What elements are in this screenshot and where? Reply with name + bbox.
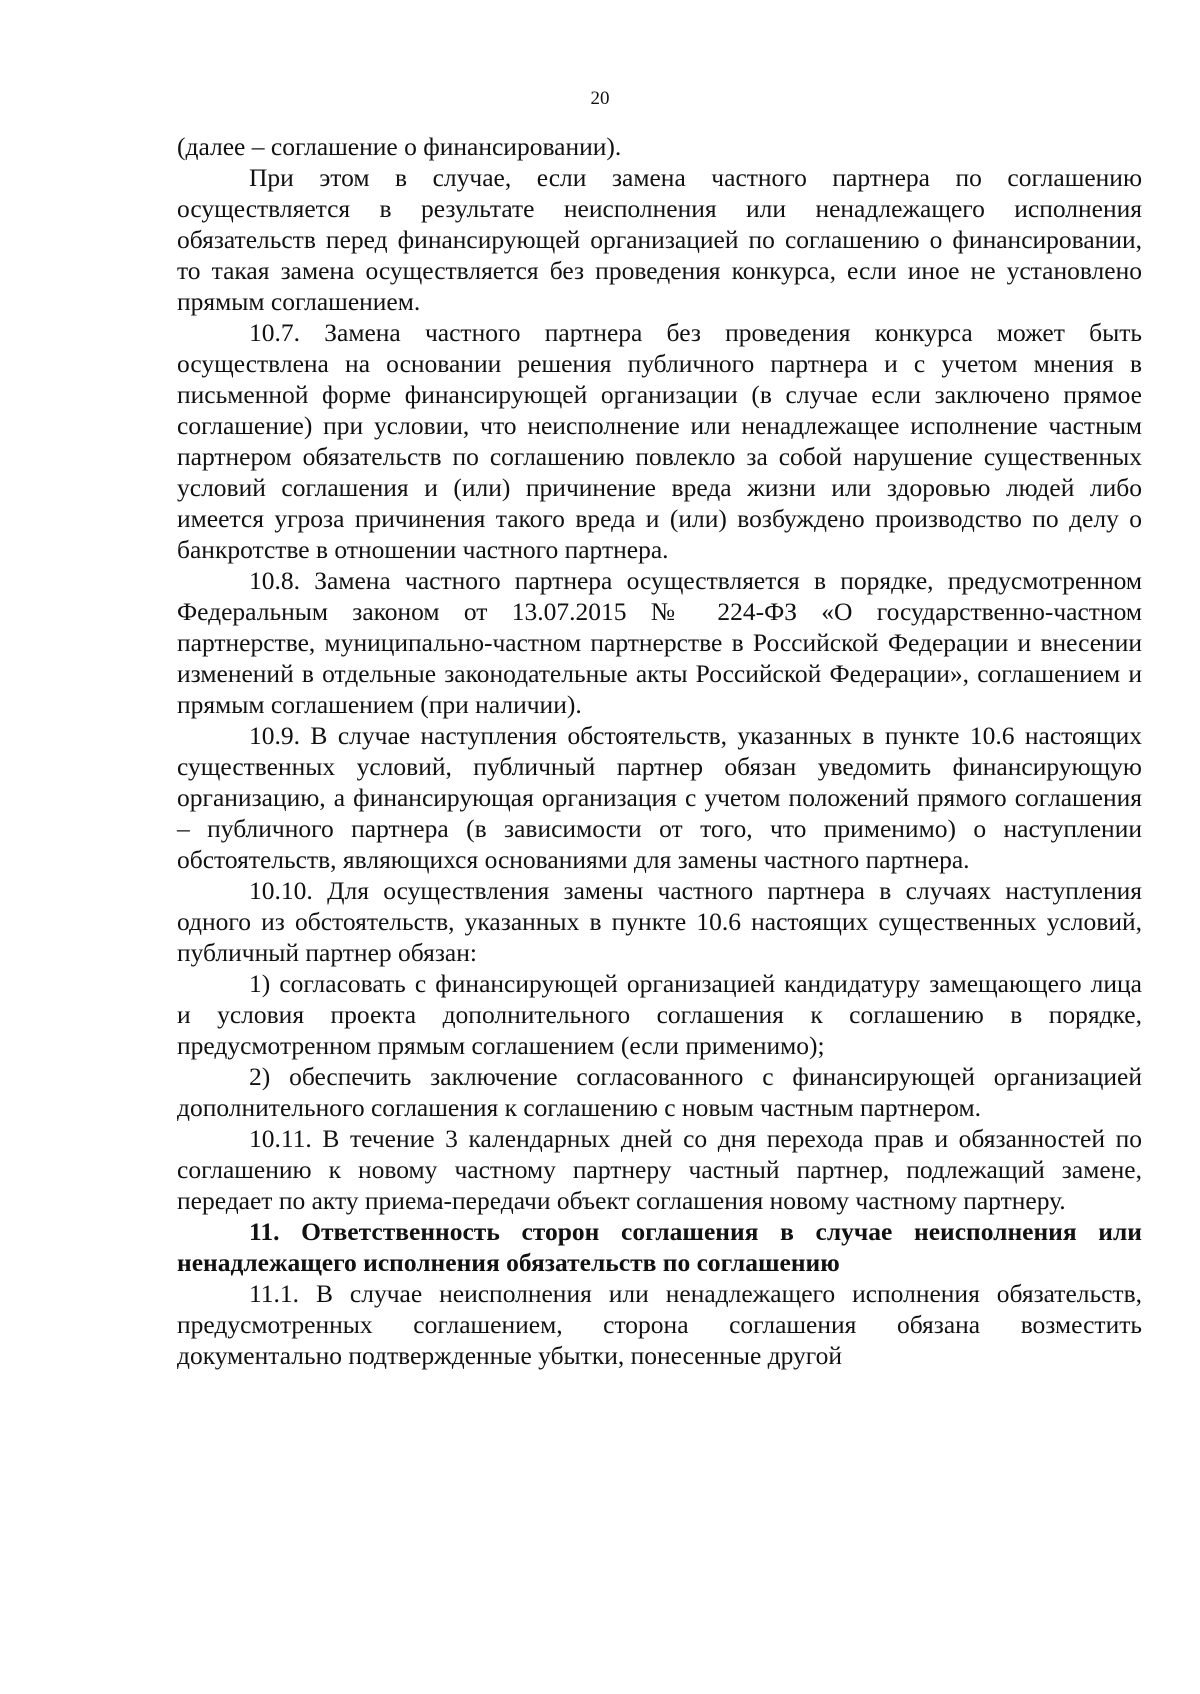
- paragraph-10-8: 10.8. Замена частного партнера осуществляется в порядке, предусмотренном Федеральным законом от 13.07.2015 № 224-ФЗ «О государственно-частном партнерстве, муниципально-частном партнерстве в Российской Федерации и внесении изменений в отдельные законодательные акты Российской Федерации», соглашением и прямым соглашением (при наличии).: [177, 566, 1142, 719]
- paragraph-replacement-without-tender: При этом в случае, если замена частного партнера по соглашению осуществляется в результате неисполнения или ненадлежащего исполнения обязательств перед финансирующей организацией по соглашению о финансировании, то такая замена осуществляется без проведения конкурса, если иное не установлено прямым соглашением.: [177, 163, 1142, 316]
- paragraph-11-1: 11.1. В случае неисполнения или ненадлежащего исполнения обязательств, предусмотренных соглашением, сторона соглашения обязана возместить документально подтвержденные убытки, понесенные другой: [177, 1279, 1142, 1370]
- paragraph-10-10: 10.10. Для осуществления замены частного партнера в случаях наступления одного из обстоятельств, указанных в пункте 10.6 настоящих существенных условий, публичный партнер обязан:: [177, 876, 1142, 967]
- section-heading-11: 11. Ответственность сторон соглашения в случае неисполнения или ненадлежащего исполнения обязательств по соглашению: [177, 1217, 1142, 1277]
- paragraph-10-9: 10.9. В случае наступления обстоятельств, указанных в пункте 10.6 настоящих существенных условий, публичный партнер обязан уведомить финансирующую организацию, а финансирующая организация с учетом положений прямого соглашения – публичного партнера (в зависимости от того, что применимо) о наступлении обстоятельств, являющихся основаниями для замены частного партнера.: [177, 721, 1142, 874]
- page-number: 20: [590, 88, 610, 109]
- paragraph-10-11: 10.11. В течение 3 календарных дней со дня перехода прав и обязанностей по соглашению к новому частному партнеру частный партнер, подлежащий замене, передает по акту приема-передачи объект соглашения новому частному партнеру.: [177, 1124, 1142, 1215]
- list-item-2: 2) обеспечить заключение согласованного с финансирующей организацией дополнительного соглашения к соглашению с новым частным партнером.: [177, 1062, 1142, 1122]
- document-body: [177, 131, 1142, 1371]
- list-item-1: 1) согласовать с финансирующей организацией кандидатуру замещающего лица и условия проекта дополнительного соглашения к соглашению в порядке, предусмотренном прямым соглашением (если применимо);: [177, 969, 1142, 1060]
- paragraph-10-7: 10.7. Замена частного партнера без проведения конкурса может быть осуществлена на основании решения публичного партнера и с учетом мнения в письменной форме финансирующей организации (в случае если заключено прямое соглашение) при условии, что неисполнение или ненадлежащее исполнение частным партнером обязательств по соглашению повлекло за собой нарушение существенных условий соглашения и (или) причинение вреда жизни или здоровью людей либо имеется угроза причинения такого вреда и (или) возбуждено производство по делу о банкротстве в отношении частного партнера.: [177, 318, 1142, 564]
- paragraph-continuation: (далее – соглашение о финансировании).: [177, 132, 622, 161]
